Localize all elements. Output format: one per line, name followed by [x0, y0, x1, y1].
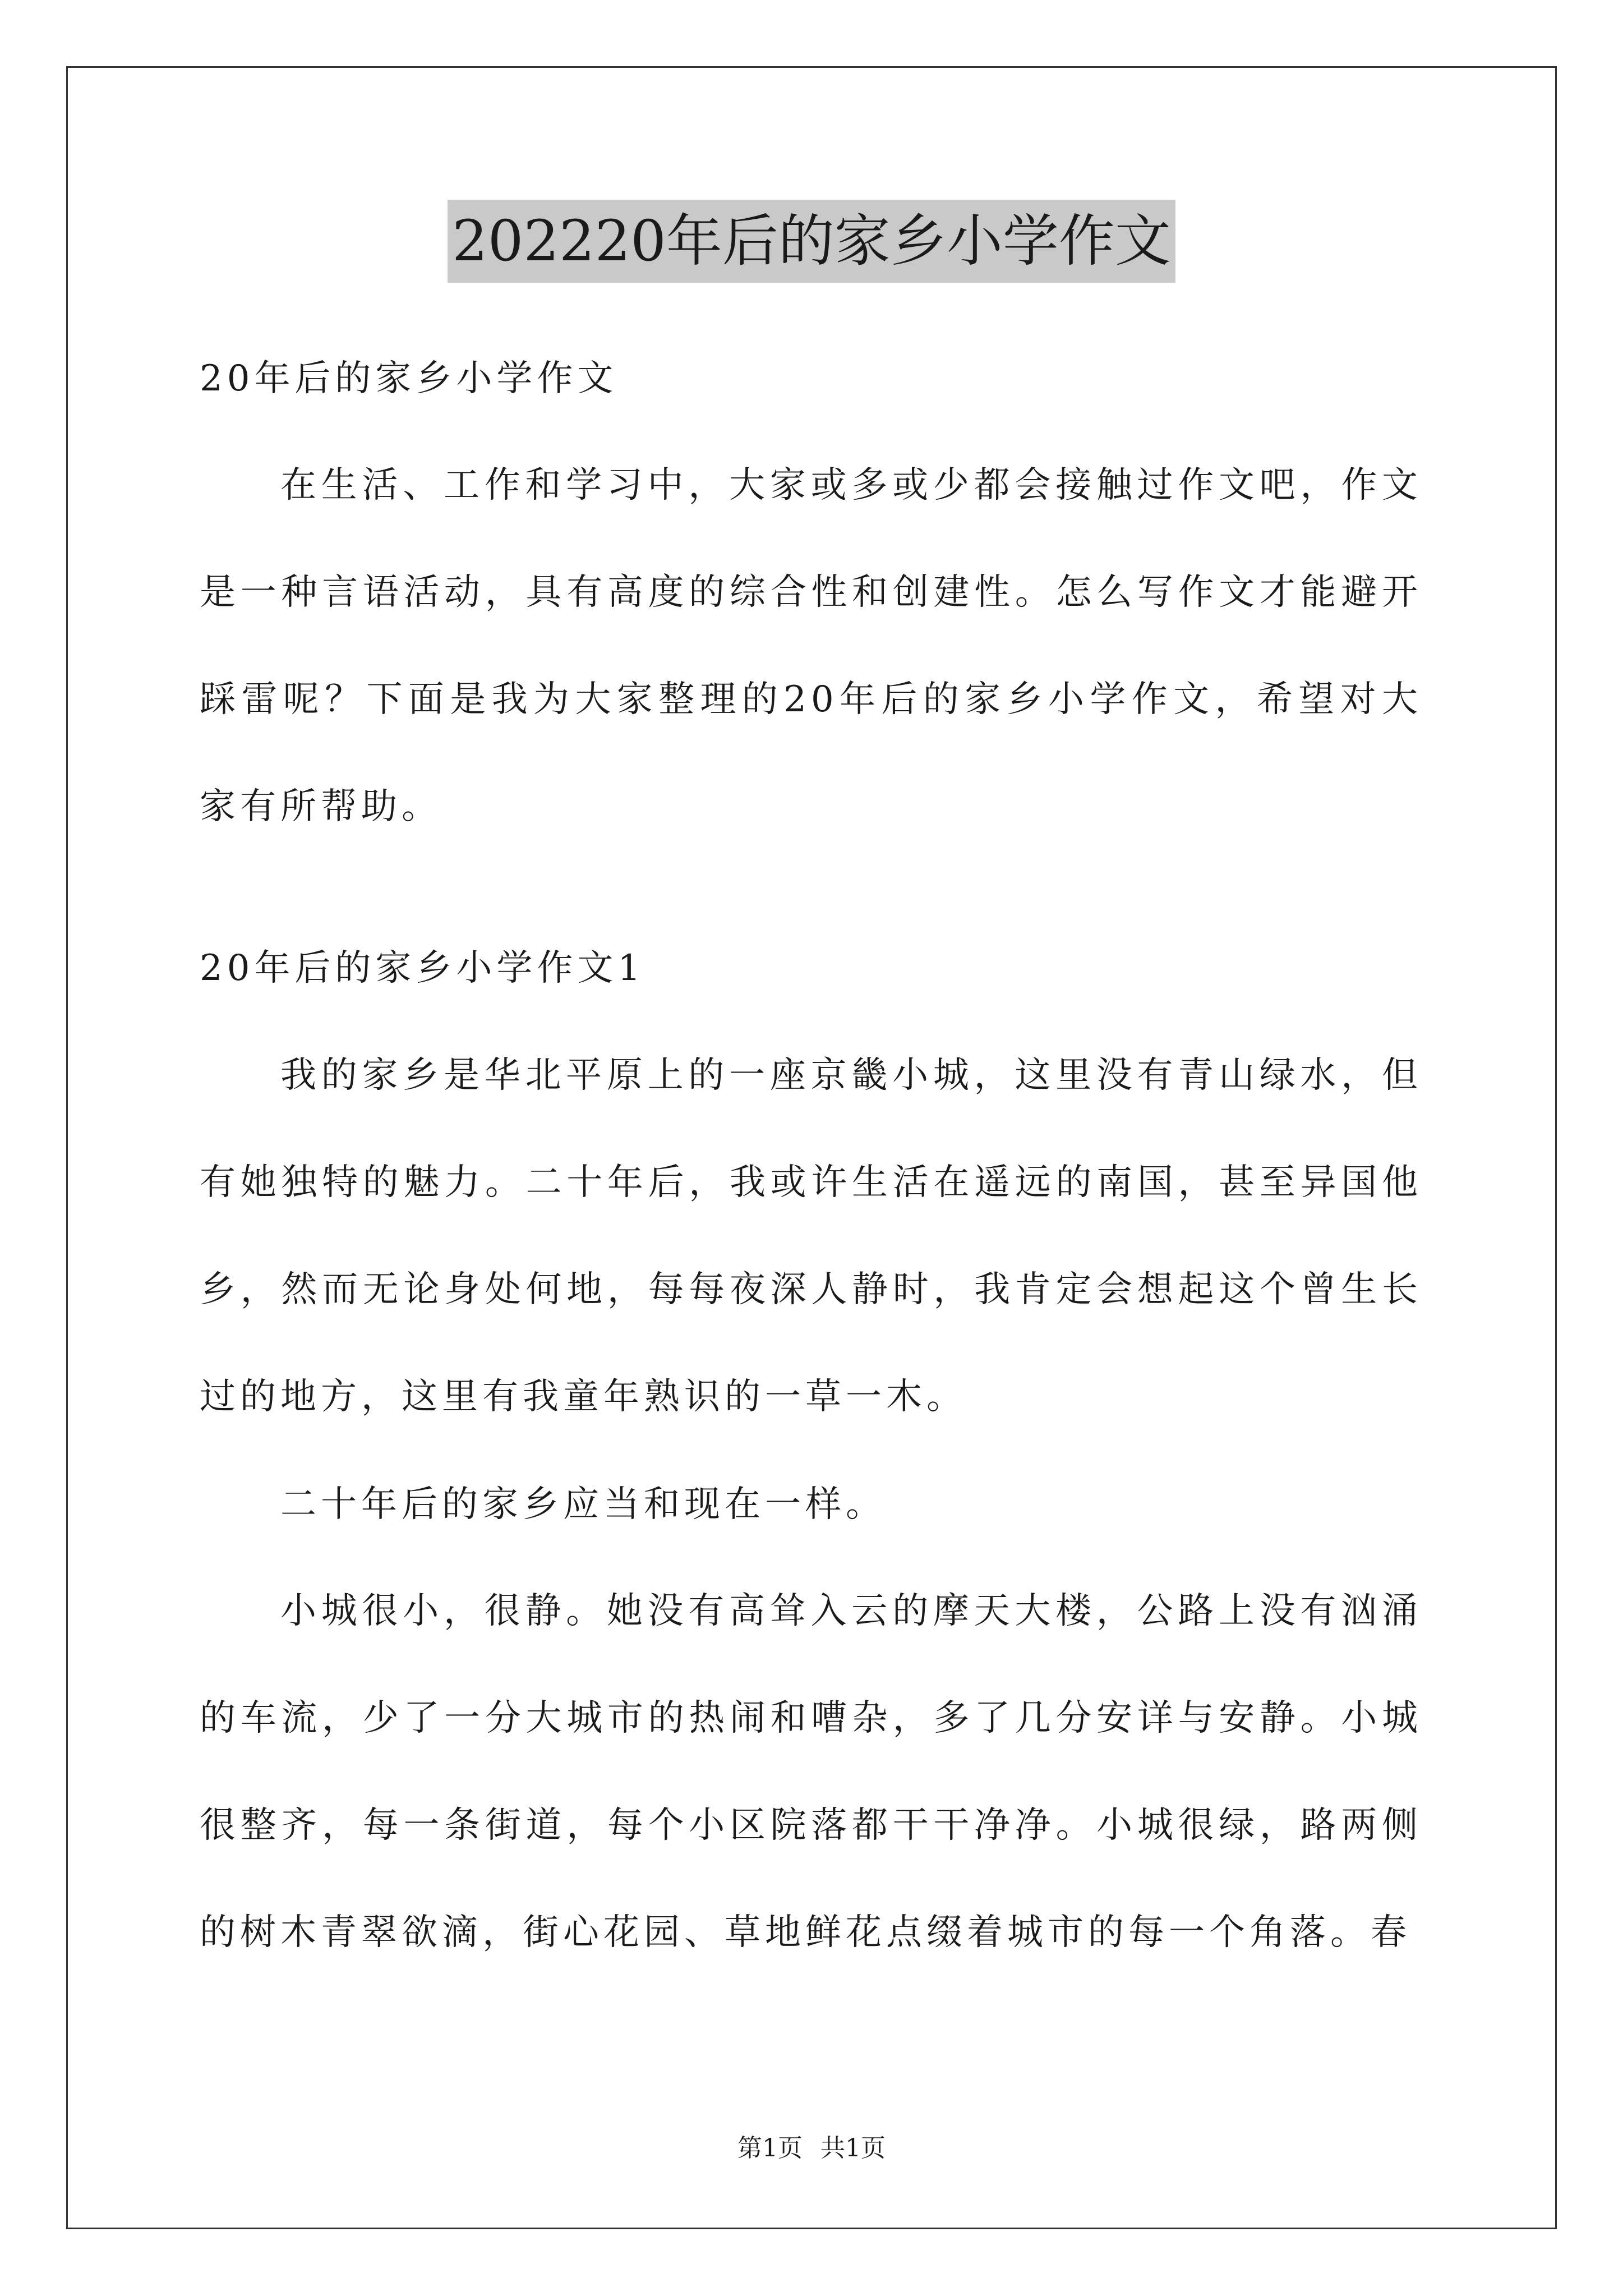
body-paragraph-2: 二十年后的家乡应当和现在一样。	[280, 1484, 886, 1525]
body-paragraph-1: 我的家乡是华北平原上的一座京畿小城，这里没有青山绿水，但有她独特的魅力。二十年后，我或许生活在遥远的南国，甚至异国他乡，然而无论身处何地，每每夜深人静时，我肯定会想起这个曾生长过的地方，这里有我童年熟识的一草一木。	[200, 1055, 1422, 1418]
page-footer	[0, 2132, 1623, 2165]
document-title: 202220年后的家乡小学作文	[448, 200, 1175, 283]
page-number: 第1页	[737, 2134, 803, 2162]
title-container	[0, 200, 1623, 283]
body-paragraph-3: 小城很小，很静。她没有高耸入云的摩天大楼，公路上没有汹涌的车流，少了一分大城市的热闹和嘈杂，多了几分安详与安静。小城很整齐，每一条街道，每个小区院落都干干净净。小城很绿，路两侧的树木青翠欲滴，街心花园、草地鲜花点缀着城市的每一个角落。春	[200, 1590, 1422, 1953]
intro-paragraph: 在生活、工作和学习中，大家或多或少都会接触过作文吧，作文是一种言语活动，具有高度的综合性和创建性。怎么写作文才能避开踩雷呢？下面是我为大家整理的20年后的家乡小学作文，希望对大家有所帮助。	[200, 464, 1422, 827]
page-total: 共1页	[820, 2134, 886, 2162]
document-subtitle: 20年后的家乡小学作文	[200, 358, 618, 399]
section-heading: 20年后的家乡小学作文1	[200, 947, 645, 989]
